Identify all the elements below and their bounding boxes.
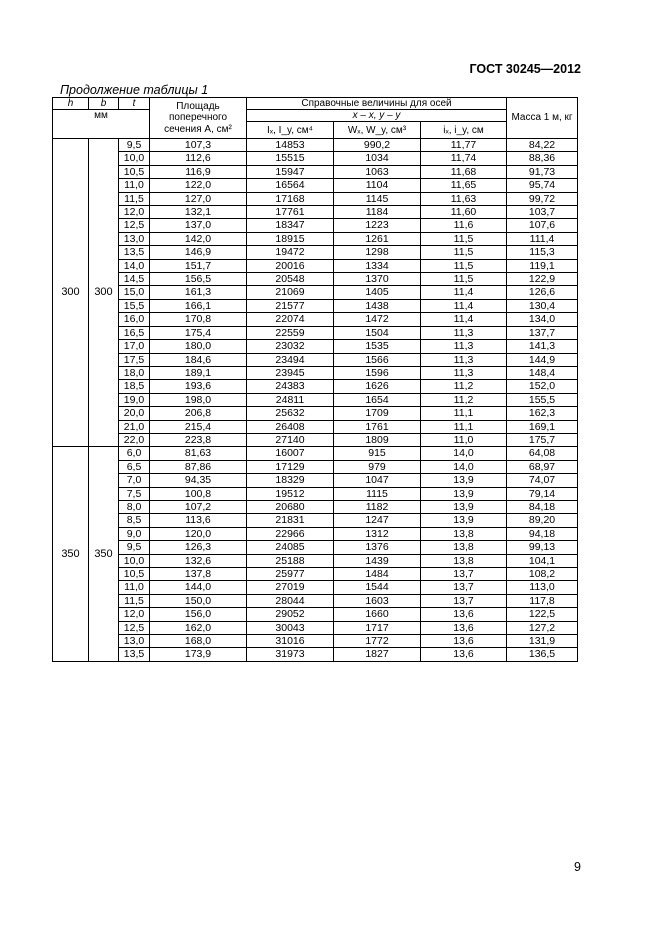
- cell-modulus: 1115: [334, 487, 421, 500]
- cell-area: 132,6: [150, 554, 247, 567]
- cell-b-group: 350: [89, 447, 119, 662]
- cell-modulus: 1772: [334, 635, 421, 648]
- cell-h-group: 300: [53, 139, 89, 447]
- cell-radius: 11,1: [421, 407, 507, 420]
- cell-inertia: 24085: [247, 541, 334, 554]
- cell-area: 168,0: [150, 635, 247, 648]
- cell-modulus: 1184: [334, 206, 421, 219]
- table-row: [53, 500, 578, 513]
- cell-mass: 107,6: [507, 219, 578, 232]
- cell-radius: 13,6: [421, 608, 507, 621]
- cell-modulus: 915: [334, 447, 421, 460]
- cell-area: 175,4: [150, 326, 247, 339]
- cell-t: 10,5: [119, 165, 150, 178]
- cell-modulus: 1034: [334, 152, 421, 165]
- table-caption: Продолжение таблицы 1: [60, 83, 209, 97]
- cell-mass: 152,0: [507, 380, 578, 393]
- document-code: ГОСТ 30245—2012: [469, 62, 581, 76]
- cell-area: 87,86: [150, 460, 247, 473]
- table-row: [53, 635, 578, 648]
- cell-t: 15,5: [119, 299, 150, 312]
- cell-t: 7,0: [119, 474, 150, 487]
- table-row: [53, 514, 578, 527]
- cell-t: 7,5: [119, 487, 150, 500]
- cell-modulus: 1104: [334, 179, 421, 192]
- cell-area: 156,5: [150, 273, 247, 286]
- cell-mass: 91,73: [507, 165, 578, 178]
- table-row: [53, 541, 578, 554]
- table-row: [53, 527, 578, 540]
- cell-mass: 68,97: [507, 460, 578, 473]
- cell-area: 112,6: [150, 152, 247, 165]
- cell-inertia: 22966: [247, 527, 334, 540]
- cell-mass: 111,4: [507, 232, 578, 245]
- table-row: [53, 366, 578, 379]
- cell-t: 13,5: [119, 246, 150, 259]
- cell-modulus: 1047: [334, 474, 421, 487]
- cell-inertia: 18329: [247, 474, 334, 487]
- cell-inertia: 28044: [247, 594, 334, 607]
- cell-modulus: 1472: [334, 313, 421, 326]
- cell-inertia: 27140: [247, 433, 334, 446]
- cell-radius: 13,9: [421, 487, 507, 500]
- cell-t: 9,0: [119, 527, 150, 540]
- cell-modulus: 1334: [334, 259, 421, 272]
- cell-mass: 122,5: [507, 608, 578, 621]
- cell-t: 22,0: [119, 433, 150, 446]
- header-t: t: [119, 98, 150, 110]
- cell-area: 81,63: [150, 447, 247, 460]
- cell-modulus: 1063: [334, 165, 421, 178]
- table-row: [53, 192, 578, 205]
- cell-mass: 99,13: [507, 541, 578, 554]
- cell-area: 100,8: [150, 487, 247, 500]
- cell-mass: 104,1: [507, 554, 578, 567]
- cell-inertia: 23494: [247, 353, 334, 366]
- cell-mass: 94,18: [507, 527, 578, 540]
- cell-t: 16,0: [119, 313, 150, 326]
- cell-mass: 175,7: [507, 433, 578, 446]
- cell-mass: 162,3: [507, 407, 578, 420]
- cell-t: 13,0: [119, 232, 150, 245]
- cell-t: 14,0: [119, 259, 150, 272]
- cell-modulus: 990,2: [334, 139, 421, 152]
- header-axes: x – x, y – y: [247, 110, 507, 122]
- cell-t: 6,5: [119, 460, 150, 473]
- cell-inertia: 24383: [247, 380, 334, 393]
- table-row: [53, 447, 578, 460]
- cell-modulus: 1596: [334, 366, 421, 379]
- cell-radius: 13,9: [421, 500, 507, 513]
- cell-area: 94,35: [150, 474, 247, 487]
- cell-radius: 11,2: [421, 380, 507, 393]
- table-body: [53, 139, 578, 662]
- cell-t: 17,0: [119, 340, 150, 353]
- cell-mass: 64,08: [507, 447, 578, 460]
- cell-mass: 155,5: [507, 393, 578, 406]
- table-row: [53, 393, 578, 406]
- cell-inertia: 17168: [247, 192, 334, 205]
- cell-area: 189,1: [150, 366, 247, 379]
- table-row: [53, 407, 578, 420]
- cell-mass: 134,0: [507, 313, 578, 326]
- cell-area: 113,6: [150, 514, 247, 527]
- cell-t: 11,0: [119, 179, 150, 192]
- cell-area: 215,4: [150, 420, 247, 433]
- cell-mass: 144,9: [507, 353, 578, 366]
- cell-radius: 11,4: [421, 286, 507, 299]
- cell-inertia: 22559: [247, 326, 334, 339]
- cell-modulus: 979: [334, 460, 421, 473]
- table-row: [53, 219, 578, 232]
- table-row: [53, 273, 578, 286]
- cell-t: 12,0: [119, 608, 150, 621]
- cell-mass: 131,9: [507, 635, 578, 648]
- cell-radius: 13,9: [421, 474, 507, 487]
- cell-radius: 11,5: [421, 273, 507, 286]
- cell-inertia: 18915: [247, 232, 334, 245]
- cell-mass: 99,72: [507, 192, 578, 205]
- cell-inertia: 19472: [247, 246, 334, 259]
- cell-t: 9,5: [119, 541, 150, 554]
- cell-inertia: 26408: [247, 420, 334, 433]
- cell-inertia: 16564: [247, 179, 334, 192]
- cell-mass: 148,4: [507, 366, 578, 379]
- cell-modulus: 1827: [334, 648, 421, 661]
- cell-modulus: 1438: [334, 299, 421, 312]
- cell-radius: 13,8: [421, 554, 507, 567]
- cell-inertia: 29052: [247, 608, 334, 621]
- cell-b-group: 300: [89, 139, 119, 447]
- cell-area: 132,1: [150, 206, 247, 219]
- cell-inertia: 31016: [247, 635, 334, 648]
- cell-radius: 11,63: [421, 192, 507, 205]
- cell-mass: 103,7: [507, 206, 578, 219]
- cell-area: 162,0: [150, 621, 247, 634]
- cell-modulus: 1439: [334, 554, 421, 567]
- cell-mass: 136,5: [507, 648, 578, 661]
- cell-radius: 13,7: [421, 594, 507, 607]
- table-row: [53, 259, 578, 272]
- cell-mass: 108,2: [507, 568, 578, 581]
- cell-mass: 88,36: [507, 152, 578, 165]
- cell-inertia: 17761: [247, 206, 334, 219]
- cell-radius: 14,0: [421, 447, 507, 460]
- cell-t: 11,5: [119, 594, 150, 607]
- page-number: 9: [574, 860, 581, 874]
- table-row: [53, 353, 578, 366]
- cell-t: 8,0: [119, 500, 150, 513]
- cell-t: 16,5: [119, 326, 150, 339]
- table-row: [53, 648, 578, 661]
- cell-area: 193,6: [150, 380, 247, 393]
- cell-area: 107,2: [150, 500, 247, 513]
- cell-radius: 13,6: [421, 621, 507, 634]
- cell-radius: 13,7: [421, 568, 507, 581]
- cell-area: 120,0: [150, 527, 247, 540]
- cell-radius: 11,3: [421, 326, 507, 339]
- cell-modulus: 1809: [334, 433, 421, 446]
- cell-t: 11,0: [119, 581, 150, 594]
- cell-area: 206,8: [150, 407, 247, 420]
- cell-inertia: 15515: [247, 152, 334, 165]
- table-row: [53, 313, 578, 326]
- cell-modulus: 1261: [334, 232, 421, 245]
- cell-radius: 11,3: [421, 353, 507, 366]
- cell-mass: 126,6: [507, 286, 578, 299]
- cell-modulus: 1145: [334, 192, 421, 205]
- cell-inertia: 21577: [247, 299, 334, 312]
- cell-mass: 89,20: [507, 514, 578, 527]
- cell-modulus: 1626: [334, 380, 421, 393]
- cell-t: 9,5: [119, 139, 150, 152]
- cell-area: 170,8: [150, 313, 247, 326]
- table-row: [53, 152, 578, 165]
- cell-area: 142,0: [150, 232, 247, 245]
- table-row: [53, 621, 578, 634]
- header-radius: iₓ, i_y, см: [421, 122, 507, 139]
- table-row: [53, 487, 578, 500]
- cell-inertia: 22074: [247, 313, 334, 326]
- cell-inertia: 21831: [247, 514, 334, 527]
- header-unit-mm: мм: [53, 110, 150, 139]
- table-row: [53, 232, 578, 245]
- cell-area: 156,0: [150, 608, 247, 621]
- cell-area: 144,0: [150, 581, 247, 594]
- cell-inertia: 14853: [247, 139, 334, 152]
- cell-radius: 11,3: [421, 366, 507, 379]
- cell-inertia: 25977: [247, 568, 334, 581]
- cell-area: 180,0: [150, 340, 247, 353]
- cell-radius: 11,5: [421, 259, 507, 272]
- cell-modulus: 1544: [334, 581, 421, 594]
- cell-mass: 115,3: [507, 246, 578, 259]
- cell-radius: 13,6: [421, 648, 507, 661]
- table-row: [53, 594, 578, 607]
- cell-area: 127,0: [150, 192, 247, 205]
- cell-modulus: 1535: [334, 340, 421, 353]
- cell-t: 14,5: [119, 273, 150, 286]
- cell-area: 116,9: [150, 165, 247, 178]
- cell-t: 6,0: [119, 447, 150, 460]
- cell-modulus: 1247: [334, 514, 421, 527]
- cell-mass: 130,4: [507, 299, 578, 312]
- cell-mass: 79,14: [507, 487, 578, 500]
- cell-t: 10,0: [119, 554, 150, 567]
- cell-mass: 84,22: [507, 139, 578, 152]
- cell-inertia: 16007: [247, 447, 334, 460]
- cell-area: 151,7: [150, 259, 247, 272]
- cell-mass: 84,18: [507, 500, 578, 513]
- table-row: [53, 326, 578, 339]
- header-b: b: [89, 98, 119, 110]
- cell-radius: 14,0: [421, 460, 507, 473]
- cell-inertia: 17129: [247, 460, 334, 473]
- table-row: [53, 581, 578, 594]
- cell-modulus: 1660: [334, 608, 421, 621]
- table-row: [53, 299, 578, 312]
- data-table: [52, 97, 578, 662]
- cell-t: 12,5: [119, 621, 150, 634]
- table-row: [53, 165, 578, 178]
- table-row: [53, 568, 578, 581]
- header-area: Площадь поперечного сечения A, см²: [150, 98, 247, 139]
- table-row: [53, 286, 578, 299]
- cell-inertia: 18347: [247, 219, 334, 232]
- cell-t: 17,5: [119, 353, 150, 366]
- cell-area: 107,3: [150, 139, 247, 152]
- cell-modulus: 1709: [334, 407, 421, 420]
- cell-t: 11,5: [119, 192, 150, 205]
- table-row: [53, 380, 578, 393]
- cell-radius: 13,8: [421, 527, 507, 540]
- cell-modulus: 1504: [334, 326, 421, 339]
- cell-radius: 13,7: [421, 581, 507, 594]
- cell-mass: 137,7: [507, 326, 578, 339]
- cell-mass: 127,2: [507, 621, 578, 634]
- cell-modulus: 1182: [334, 500, 421, 513]
- cell-area: 137,8: [150, 568, 247, 581]
- cell-area: 122,0: [150, 179, 247, 192]
- table-row: [53, 433, 578, 446]
- cell-radius: 11,1: [421, 420, 507, 433]
- cell-radius: 11,6: [421, 219, 507, 232]
- cell-area: 161,3: [150, 286, 247, 299]
- cell-area: 198,0: [150, 393, 247, 406]
- header-inertia: Iₓ, I_y, см⁴: [247, 122, 334, 139]
- cell-inertia: 20016: [247, 259, 334, 272]
- cell-mass: 113,0: [507, 581, 578, 594]
- table-row: [53, 206, 578, 219]
- cell-modulus: 1312: [334, 527, 421, 540]
- cell-t: 13,5: [119, 648, 150, 661]
- cell-inertia: 25632: [247, 407, 334, 420]
- cell-modulus: 1223: [334, 219, 421, 232]
- cell-mass: 117,8: [507, 594, 578, 607]
- cell-inertia: 15947: [247, 165, 334, 178]
- cell-radius: 11,4: [421, 313, 507, 326]
- cell-t: 13,0: [119, 635, 150, 648]
- cell-area: 223,8: [150, 433, 247, 446]
- cell-h-group: 350: [53, 447, 89, 662]
- cell-modulus: 1298: [334, 246, 421, 259]
- table-row: [53, 246, 578, 259]
- cell-t: 19,0: [119, 393, 150, 406]
- cell-inertia: 31973: [247, 648, 334, 661]
- cell-t: 10,0: [119, 152, 150, 165]
- cell-t: 18,5: [119, 380, 150, 393]
- cell-radius: 11,77: [421, 139, 507, 152]
- cell-area: 126,3: [150, 541, 247, 554]
- cell-area: 137,0: [150, 219, 247, 232]
- cell-radius: 11,0: [421, 433, 507, 446]
- table-row: [53, 340, 578, 353]
- cell-area: 146,9: [150, 246, 247, 259]
- header-h: h: [53, 98, 89, 110]
- cell-t: 21,0: [119, 420, 150, 433]
- cell-mass: 95,74: [507, 179, 578, 192]
- cell-mass: 119,1: [507, 259, 578, 272]
- cell-radius: 13,9: [421, 514, 507, 527]
- cell-mass: 122,9: [507, 273, 578, 286]
- cell-t: 18,0: [119, 366, 150, 379]
- cell-modulus: 1370: [334, 273, 421, 286]
- cell-t: 15,0: [119, 286, 150, 299]
- cell-inertia: 27019: [247, 581, 334, 594]
- header-mass: Масса 1 м, кг: [507, 98, 578, 139]
- cell-area: 184,6: [150, 353, 247, 366]
- table-row: [53, 420, 578, 433]
- table-row: [53, 139, 578, 152]
- cell-t: 12,0: [119, 206, 150, 219]
- cell-radius: 11,65: [421, 179, 507, 192]
- cell-radius: 11,60: [421, 206, 507, 219]
- cell-inertia: 24811: [247, 393, 334, 406]
- cell-inertia: 19512: [247, 487, 334, 500]
- cell-inertia: 21069: [247, 286, 334, 299]
- header-modulus: Wₓ, W_y, см³: [334, 122, 421, 139]
- cell-area: 173,9: [150, 648, 247, 661]
- cell-radius: 11,5: [421, 246, 507, 259]
- cell-mass: 141,3: [507, 340, 578, 353]
- cell-modulus: 1761: [334, 420, 421, 433]
- cell-radius: 11,3: [421, 340, 507, 353]
- cell-modulus: 1484: [334, 568, 421, 581]
- cell-radius: 11,74: [421, 152, 507, 165]
- cell-mass: 169,1: [507, 420, 578, 433]
- cell-radius: 11,5: [421, 232, 507, 245]
- cell-t: 8,5: [119, 514, 150, 527]
- cell-mass: 74,07: [507, 474, 578, 487]
- cell-modulus: 1376: [334, 541, 421, 554]
- cell-modulus: 1566: [334, 353, 421, 366]
- cell-t: 12,5: [119, 219, 150, 232]
- cell-modulus: 1654: [334, 393, 421, 406]
- table-row: [53, 460, 578, 473]
- cell-t: 20,0: [119, 407, 150, 420]
- cell-area: 150,0: [150, 594, 247, 607]
- table-header: [53, 98, 578, 139]
- cell-radius: 13,6: [421, 635, 507, 648]
- cell-t: 10,5: [119, 568, 150, 581]
- cell-inertia: 23945: [247, 366, 334, 379]
- table-row: [53, 608, 578, 621]
- table-row: [53, 554, 578, 567]
- cell-radius: 11,2: [421, 393, 507, 406]
- cell-area: 166,1: [150, 299, 247, 312]
- cell-inertia: 30043: [247, 621, 334, 634]
- cell-inertia: 20548: [247, 273, 334, 286]
- cell-radius: 11,4: [421, 299, 507, 312]
- cell-inertia: 20680: [247, 500, 334, 513]
- table-row: [53, 474, 578, 487]
- cell-modulus: 1603: [334, 594, 421, 607]
- cell-inertia: 25188: [247, 554, 334, 567]
- header-reference: Справочные величины для осей: [247, 98, 507, 110]
- cell-inertia: 23032: [247, 340, 334, 353]
- cell-radius: 11,68: [421, 165, 507, 178]
- table-row: [53, 179, 578, 192]
- cell-radius: 13,8: [421, 541, 507, 554]
- cell-modulus: 1717: [334, 621, 421, 634]
- cell-modulus: 1405: [334, 286, 421, 299]
